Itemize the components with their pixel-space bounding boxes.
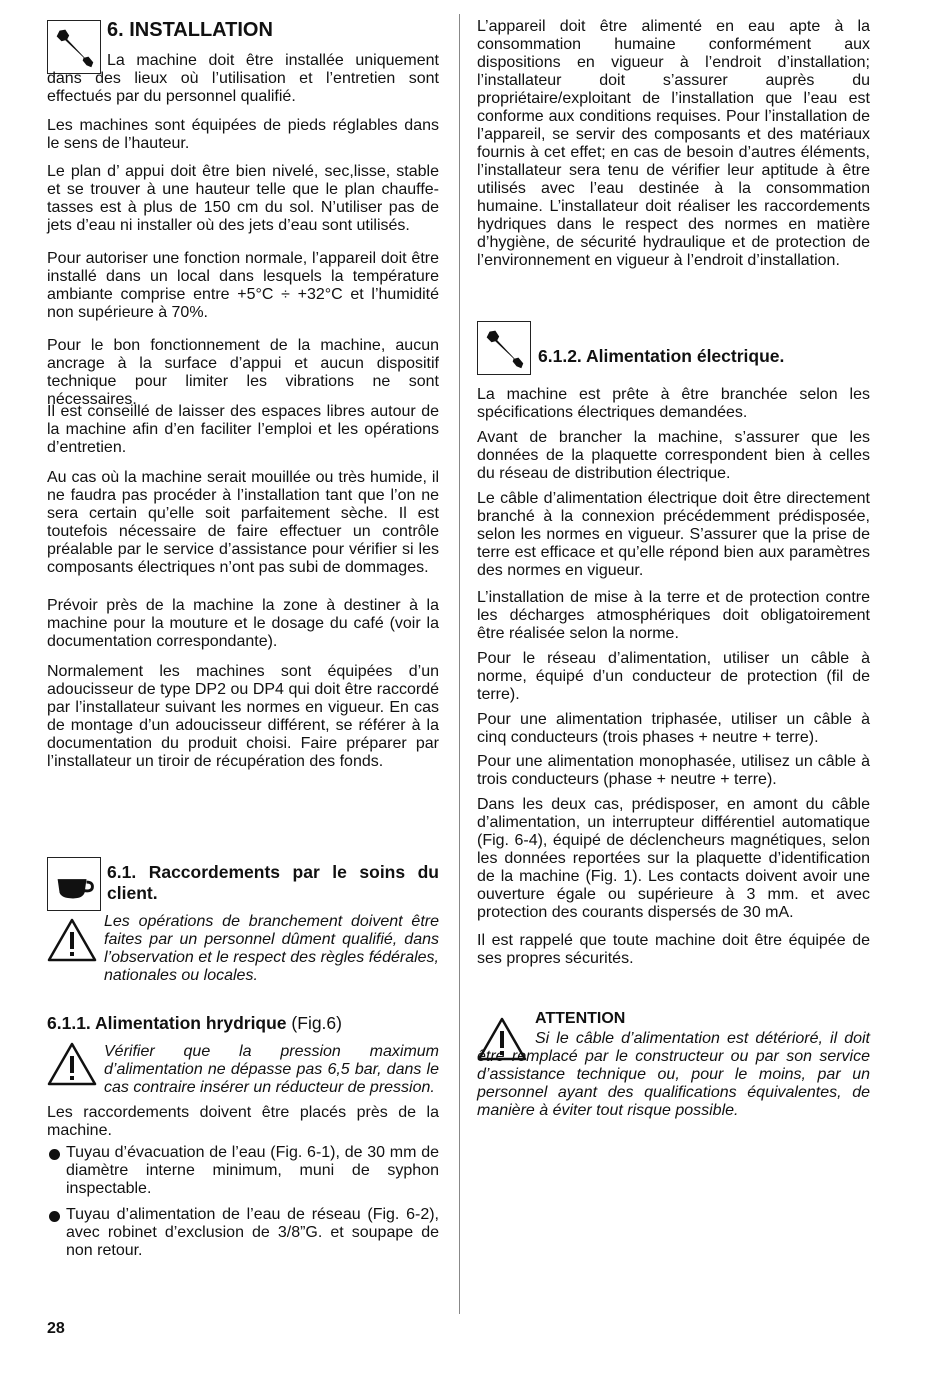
section-title-installation: 6. INSTALLATION	[107, 19, 273, 41]
paragraph-installation-4: Pour autoriser une fonction normale, l’appareil doit être installé dans un local dans lesquels la température ambiante comprise entre +5°C ÷ +32°C et l’humidité non supérieure à 70%.	[47, 250, 439, 321]
warning-text-pressure: Vérifier que la pression maximum d’alimentation ne dépasse pas 6,5 bar, dans le cas contraire insérer un réducteur de pression.	[104, 1043, 439, 1096]
paragraph-raccordements: Les raccordements doivent être placés près de la machine.	[47, 1104, 439, 1139]
page-number: 28	[47, 1320, 65, 1337]
paragraph-electrique-3: Le câble d’alimentation électrique doit être directement branché à la connexion précédemment prédisposée, selon les normes en vigueur. S’assurer que la prise de terre est efficace et qu’elle répond bien aux paramètres des normes en vigueur.	[477, 490, 870, 579]
section-title-hydrique	[47, 1013, 439, 1034]
paragraph-electrique-8: Dans les deux cas, prédisposer, en amont du câble d’alimentation, un interrupteur différentiel automatique (Fig. 6-4), équipé de déclencheurs magnétiques, selon les données reportées sur la plaquette d’identification de la machine (Fig. 1). Les contacts doivent avoir une ouverture égale ou supérieure à 3 mm. et avec protection des courants dispersés de 30 mA.	[477, 796, 870, 921]
bullet-dot	[49, 1149, 60, 1160]
paragraph-electrique-2: Avant de brancher la machine, s’assurer que les données de la plaquette correspondent bien à celles du réseau de distribution électrique.	[477, 429, 870, 482]
paragraph-electrique-6: Pour une alimentation triphasée, utiliser un câble à cinq conducteurs (trois phases + neutre + terre).	[477, 711, 870, 746]
warning-text-qualified-personnel: Les opérations de branchement doivent être faites par un personnel dûment qualifié, dans l’observation et le respect des règles fédérales, nationales ou locales.	[104, 913, 439, 984]
paragraph-installation-5: Pour le bon fonctionnement de la machine, aucun ancrage à la surface d’appui et aucun dispositif technique pour limiter les vibrations ne sont nécessaires.	[47, 337, 439, 408]
bullet-dot	[49, 1211, 60, 1222]
section-title-hydrique-figref: (Fig.6)	[291, 1013, 342, 1033]
attention-title: ATTENTION	[535, 1010, 626, 1027]
paragraph-installation-8: Prévoir près de la machine la zone à destiner à la machine pour la mouture et le dosage du café (voir la documentation correspondante).	[47, 597, 439, 650]
paragraph-electrique-9: Il est rappelé que toute machine doit être équipée de ses propres sécurités.	[477, 932, 870, 967]
paragraph-installation-7: Au cas où la machine serait mouillée ou très humide, il ne faudra pas procéder à l’installation tant que l’on ne sera certain qu’elle soit parfaitement sèche. Il est toutefois nécessaire de faire effectuer un contrôle préalable par le service d’assistance pour vérifier si les composants électriques n’ont pas subi de dommages.	[47, 469, 439, 576]
paragraph-installation-1: La machine doit être installée uniquement dans des lieux où l’utilisation et l’entretien sont effectués par du personnel qualifié.	[47, 52, 439, 105]
paragraph-electrique-1: La machine est prête à être branchée selon les spécifications électriques demandées.	[477, 386, 870, 421]
paragraph-installation-3: Le plan d’ appui doit être bien nivelé, sec,lisse, stable et se trouver à une hauteur telle que le plan chauffe-tasses est à plus de 150 cm du sol. N’utiliser pas de jets d’eau ni installer où des jets d’eau sont utilisés.	[47, 163, 439, 234]
paragraph-electrique-4: L’installation de mise à la terre et de protection contre les décharges atmosphériques doit obligatoirement être réalisée selon la norme.	[477, 589, 870, 642]
paragraph-electrique-7: Pour une alimentation monophasée, utilisez un câble à trois conducteurs (phase + neutre + terre).	[477, 753, 870, 788]
column-divider	[459, 14, 460, 1314]
cup-icon	[47, 857, 101, 911]
wrench-icon	[477, 321, 531, 375]
section-title-electrique: 6.1.2. Alimentation électrique.	[538, 346, 785, 366]
paragraph-installation-6: Il est conseillé de laisser des espaces libres autour de la machine afin d’en faciliter l’emploi et les opérations d’entretien.	[47, 403, 439, 456]
warning-icon	[46, 917, 98, 963]
warning-icon	[46, 1041, 98, 1087]
paragraph-installation-2: Les machines sont équipées de pieds réglables dans le sens de l’hauteur.	[47, 117, 439, 152]
bullet-item-evacuation: Tuyau d’évacuation de l’eau (Fig. 6-1), de 30 mm de diamètre interne minimum, muni de syphon inspectable.	[66, 1144, 439, 1197]
section-title-raccordements: 6.1. Raccordements par le soins du client.	[107, 862, 439, 903]
paragraph-water-quality: L’appareil doit être alimenté en eau apte à la consommation humaine conformément aux dispositions en vigueur à l’endroit d’installation; l’installateur doit s’assurer auprès du propriétaire/exploitant de l’installation que l’eau est conforme aux conditions requises. Pour l’installation de l’appareil, se servir des composants et des matériaux fournis à cet effet; en cas de besoin d’autres éléments, l’installateur sera tenu de vérifier leur aptitude à être utilisés avec l’eau destinée à la consommation humaine. L’installateur doit réaliser les raccordements hydriques dans le respect des normes en matière d’hygiène, de sécurité hydraulique et de protection de l’environnement en vigueur à l’endroit d’installation.	[477, 18, 870, 269]
bullet-item-alimentation: Tuyau d’alimentation de l’eau de réseau (Fig. 6-2), avec robinet d’exclusion de 3/8”G. et soupape de non retour.	[66, 1206, 439, 1259]
paragraph-electrique-5: Pour le réseau d’alimentation, utiliser un câble à norme, équipé d’un conducteur de protection (fil de terre).	[477, 650, 870, 703]
paragraph-installation-9: Normalement les machines sont équipées d’un adoucisseur de type DP2 ou DP4 qui doit être raccordé par l’installateur suivant les normes en vigueur. En cas de montage d’un adoucisseur différent, se référer à la documentation du produit choisi. Faire préparer par l’installateur un tiroir de récupération des fonds.	[47, 663, 439, 770]
section-title-hydrique-text: 6.1.1. Alimentation hrydrique	[47, 1013, 287, 1033]
attention-text: Si le câble d’alimentation est détérioré, il doit être remplacé par le constructeur ou par son service d’assistance technique ou, pour le moins, par un personnel ayant des qualifications équivalentes, de manière à éviter tout risque possible.	[477, 1030, 870, 1119]
